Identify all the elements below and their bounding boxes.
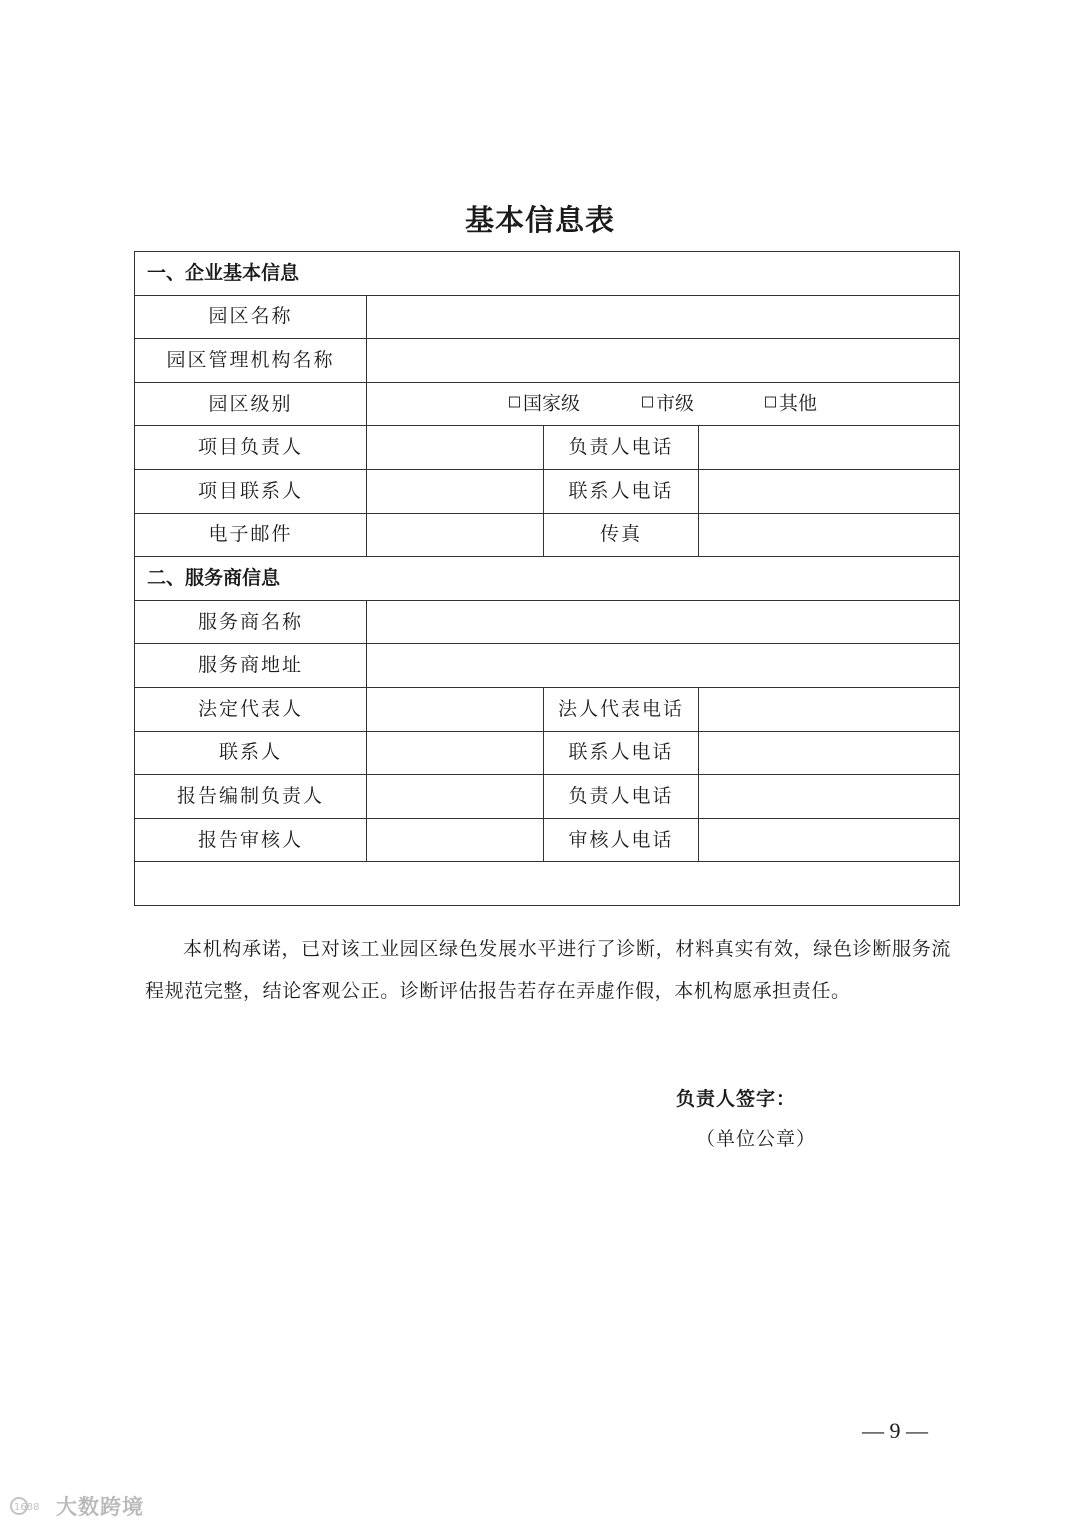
label-report-reviewer: 报告审核人 — [135, 818, 367, 862]
label-legal-rep-phone: 法人代表电话 — [544, 687, 699, 731]
page-number: — 9 — — [862, 1418, 928, 1443]
checkbox-icon[interactable] — [642, 397, 653, 408]
option-city[interactable] — [642, 392, 695, 415]
field-fax[interactable] — [699, 513, 960, 557]
label-contact-phone: 联系人电话 — [544, 469, 699, 513]
field-report-leader[interactable] — [367, 775, 544, 819]
field-leader-phone[interactable] — [699, 426, 960, 470]
field-project-leader[interactable] — [367, 426, 544, 470]
table-row — [135, 469, 960, 513]
signature-label: 负责人签字： — [676, 1088, 797, 1111]
option-national[interactable] — [509, 392, 581, 415]
field-legal-rep[interactable] — [367, 687, 544, 731]
label-provider-address: 服务商地址 — [135, 644, 367, 688]
field-park-level — [367, 382, 960, 426]
option-label: 市级 — [656, 392, 695, 415]
label-provider-name: 服务商名称 — [135, 600, 367, 644]
table-row — [135, 600, 960, 644]
checkbox-icon[interactable] — [765, 397, 776, 408]
promise-text: 本机构承诺，已对该工业园区绿色发展水平进行了诊断，材料真实有效，绿色诊断服务流程规范完整，结论客观公正。诊断评估报告若存在弄虚作假，本机构愿承担责任。 — [145, 938, 952, 1003]
field-report-reviewer[interactable] — [367, 818, 544, 862]
label-report-leader-phone: 负责人电话 — [544, 775, 699, 819]
label-leader-phone: 负责人电话 — [544, 426, 699, 470]
label-provider-contact-phone: 联系人电话 — [544, 731, 699, 775]
promise-cell — [135, 862, 960, 1151]
option-label: 国家级 — [523, 392, 581, 415]
option-other[interactable] — [765, 392, 818, 415]
table-row — [135, 775, 960, 819]
field-reviewer-phone[interactable] — [699, 818, 960, 862]
field-park-admin-name[interactable] — [367, 339, 960, 383]
section-heading-enterprise: 一、企业基本信息 — [135, 252, 960, 296]
table-row — [135, 513, 960, 557]
label-legal-rep: 法定代表人 — [135, 687, 367, 731]
basic-info-table — [134, 251, 960, 1151]
table-row — [135, 644, 960, 688]
label-project-contact: 项目联系人 — [135, 469, 367, 513]
table-row — [135, 426, 960, 470]
field-provider-address[interactable] — [367, 644, 960, 688]
label-contact: 联系人 — [135, 731, 367, 775]
checkbox-icon[interactable] — [509, 397, 520, 408]
field-legal-rep-phone[interactable] — [699, 687, 960, 731]
label-park-name: 园区名称 — [135, 295, 367, 339]
field-contact[interactable] — [367, 731, 544, 775]
label-park-admin-name: 园区管理机构名称 — [135, 339, 367, 383]
watermark-text: 大数跨境 — [56, 1495, 144, 1519]
table-row — [135, 295, 960, 339]
label-fax: 传真 — [544, 513, 699, 557]
field-email[interactable] — [367, 513, 544, 557]
section-row — [135, 252, 960, 296]
section-heading-provider: 二、服务商信息 — [135, 557, 960, 601]
label-email: 电子邮件 — [135, 513, 367, 557]
promise-row — [135, 862, 960, 906]
label-reviewer-phone: 审核人电话 — [544, 818, 699, 862]
section-row — [135, 557, 960, 601]
table-row — [135, 382, 960, 426]
field-park-name[interactable] — [367, 295, 960, 339]
table-row — [135, 687, 960, 731]
label-project-leader: 项目负责人 — [135, 426, 367, 470]
table-row — [135, 818, 960, 862]
field-provider-contact-phone[interactable] — [699, 731, 960, 775]
option-label: 其他 — [779, 392, 818, 415]
field-report-leader-phone[interactable] — [699, 775, 960, 819]
table-row — [135, 731, 960, 775]
watermark — [10, 1490, 144, 1522]
field-provider-name[interactable] — [367, 600, 960, 644]
label-park-level: 园区级别 — [135, 382, 367, 426]
watermark-logo-icon — [10, 1495, 50, 1517]
document-title: 基本信息表 — [464, 203, 615, 237]
field-contact-phone[interactable] — [699, 469, 960, 513]
watermark-logo-text: 1688 — [14, 1502, 40, 1513]
table-row — [135, 339, 960, 383]
label-report-leader: 报告编制负责人 — [135, 775, 367, 819]
field-project-contact[interactable] — [367, 469, 544, 513]
seal-label: （单位公章） — [696, 1128, 817, 1151]
